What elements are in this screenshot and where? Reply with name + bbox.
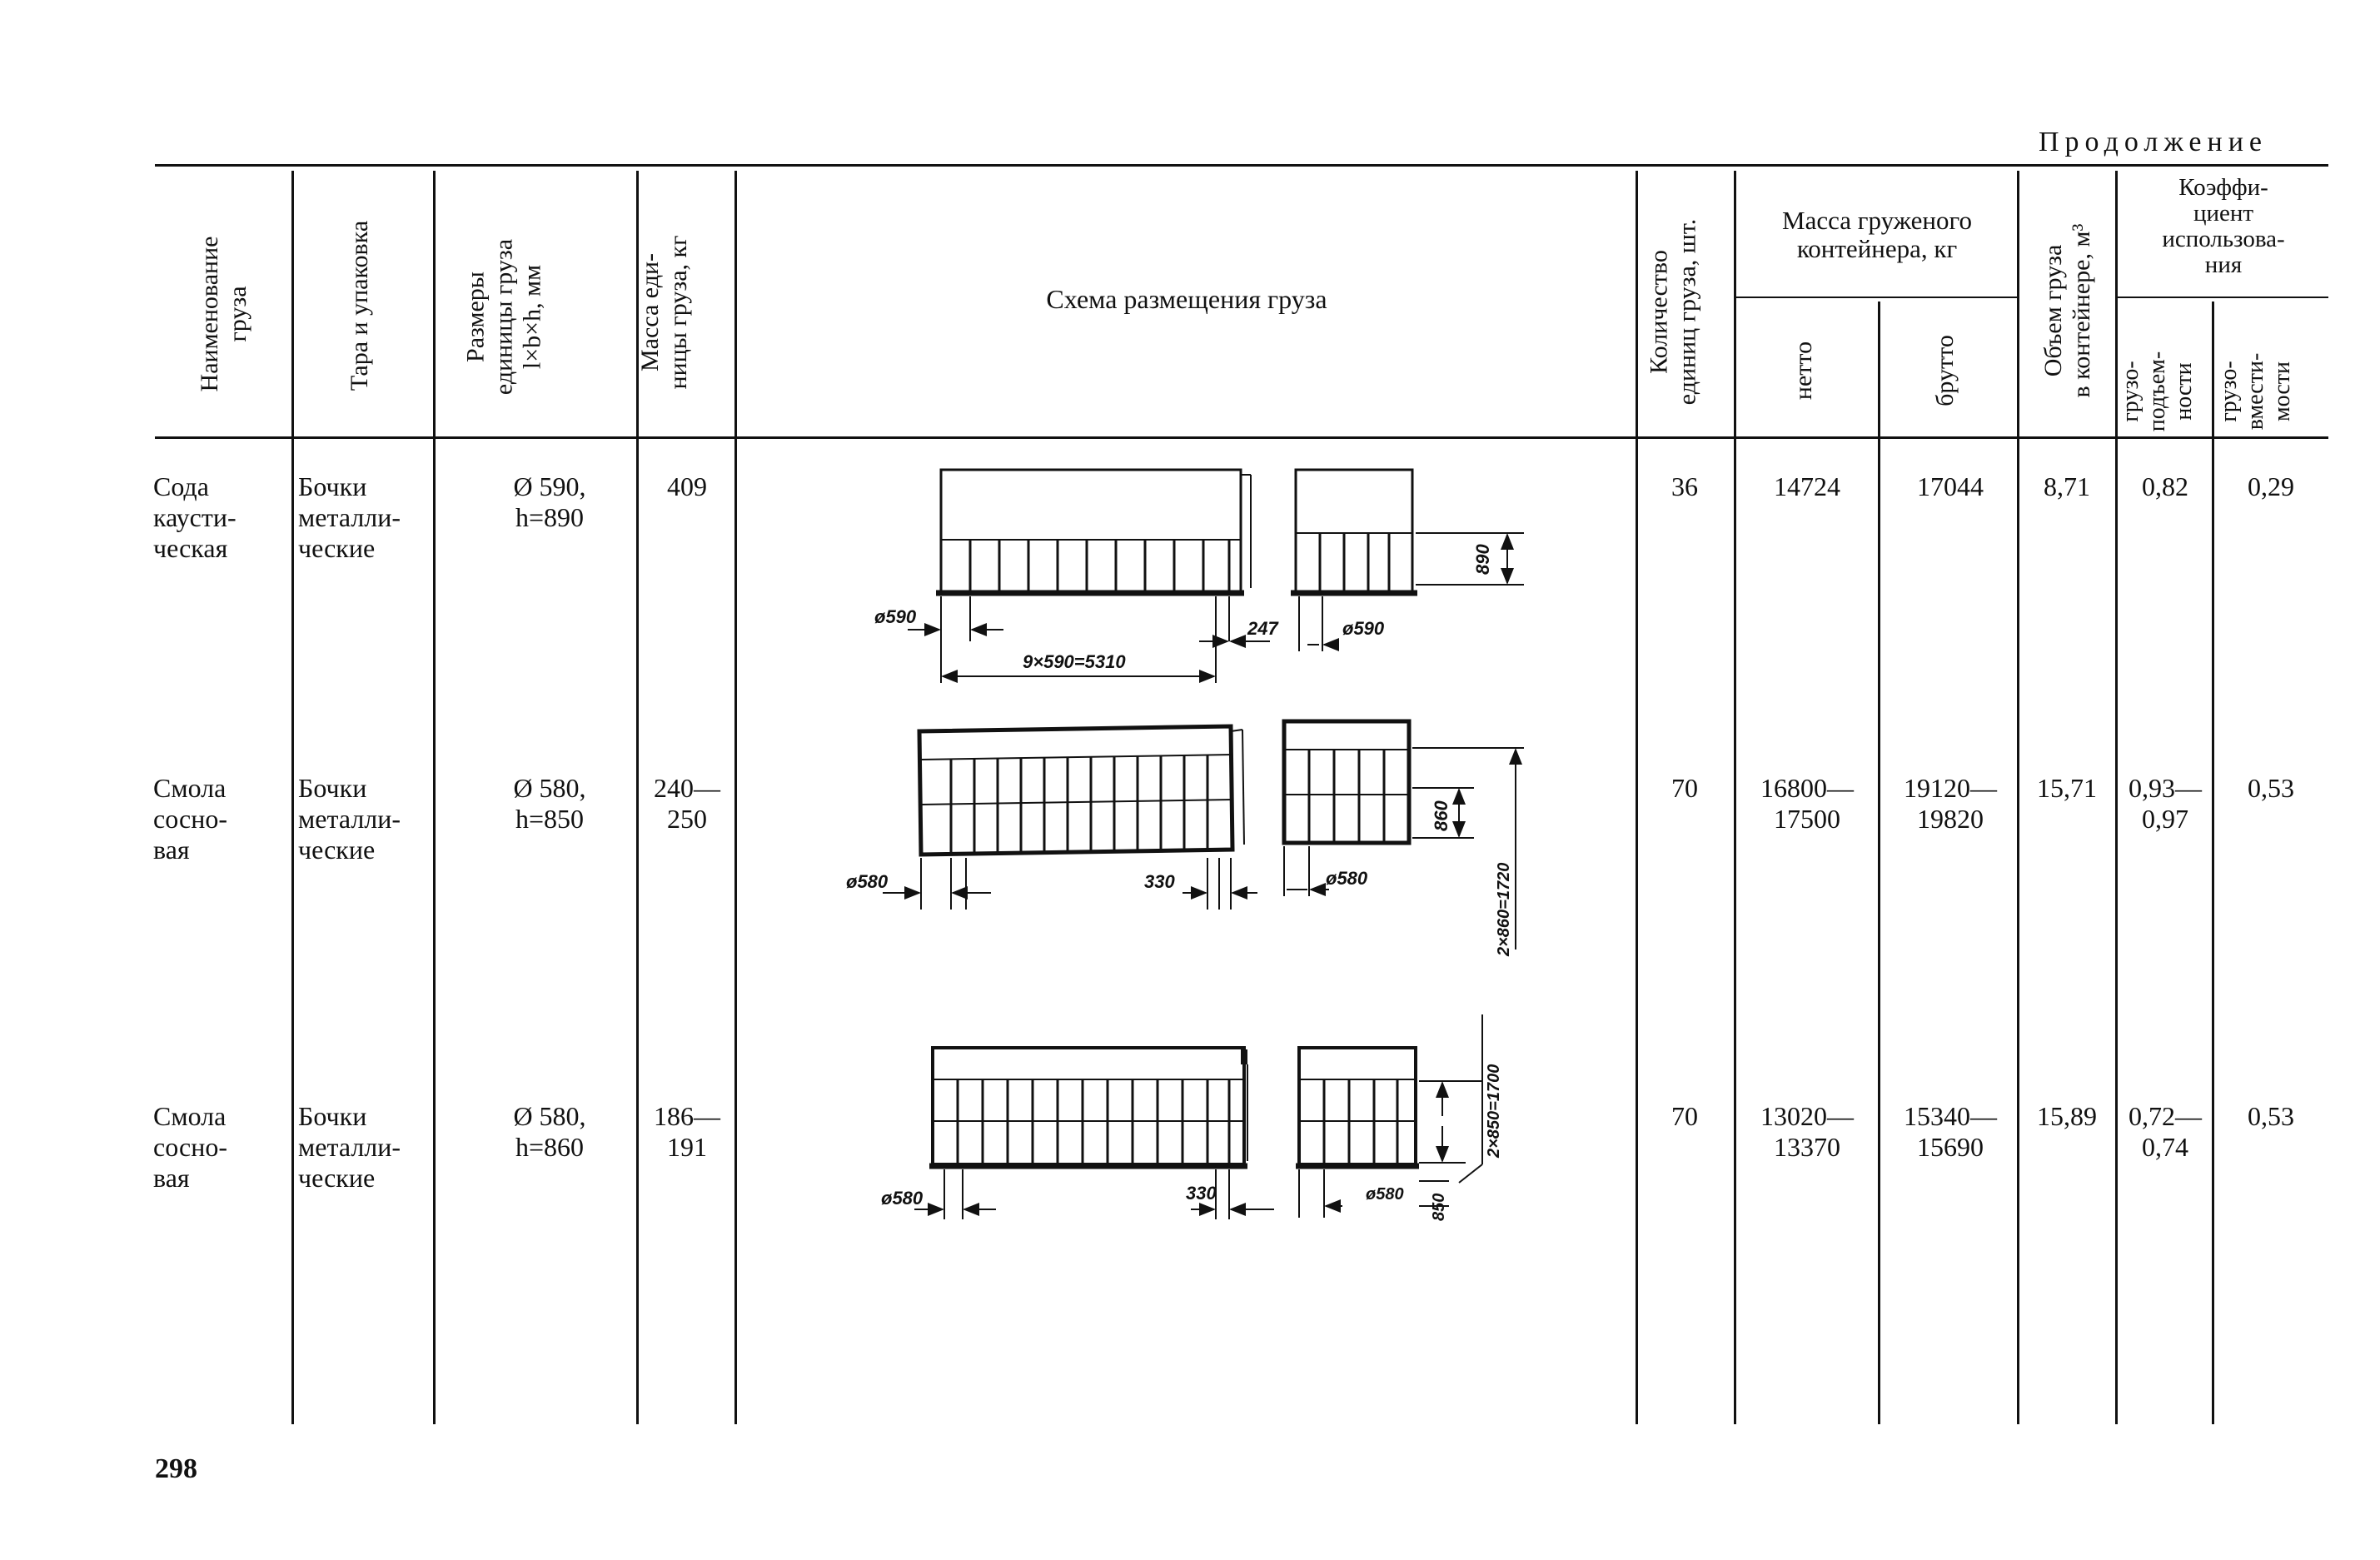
row1-quantity: 36: [1671, 471, 1698, 501]
row3-name: Смола сосно- вая: [153, 1101, 227, 1193]
row2-netto: 16800— 17500: [1760, 773, 1854, 834]
row2-volume: 15,71: [2037, 773, 2097, 803]
scheme3-gap: 330: [1186, 1183, 1217, 1204]
scheme2-d-left: ø580: [846, 871, 889, 892]
row1-capacity: 0,29: [2248, 471, 2294, 501]
row2-name: Смола сосно- вая: [153, 773, 227, 865]
row1-lifting: 0,82: [2142, 471, 2188, 501]
scheme-1: [908, 470, 1524, 683]
scheme1-d-right: ø590: [1342, 618, 1385, 639]
scheme1-side-container: [941, 470, 1241, 591]
scheme2-end-container: [1284, 721, 1409, 843]
header-netto: нетто: [1790, 341, 1817, 401]
header-dims: Размеры единицы груза l×b×h, мм: [461, 238, 546, 396]
row1-packing: Бочки металли- ческие: [298, 471, 401, 563]
row1-volume: 8,71: [2044, 471, 2090, 501]
row1-name: Сода каусти- ческая: [153, 471, 237, 563]
scheme2-height: 860: [1431, 800, 1451, 831]
scheme1-side-barrels: [970, 540, 1229, 591]
scheme2-total: 2×860=1720: [1495, 862, 1513, 956]
row3-quantity: 70: [1671, 1101, 1698, 1131]
scheme3-height: 850: [1430, 1193, 1448, 1221]
header-quantity: Количество единиц груза, шт.: [1645, 218, 1701, 406]
row2-dims: Ø 580, h=850: [513, 773, 586, 834]
row3-dims: Ø 580, h=860: [513, 1101, 586, 1162]
row2-capacity: 0,53: [2248, 773, 2294, 803]
header-scheme: Схема размещения груза: [1046, 284, 1327, 314]
row2-quantity: 70: [1671, 773, 1698, 803]
row3-capacity: 0,53: [2248, 1101, 2294, 1131]
header-name: Наименование груза: [196, 236, 251, 392]
scheme3-d-left: ø580: [881, 1188, 924, 1209]
row3-unit-mass: 186— 191: [654, 1101, 720, 1162]
scheme2-side-container: [919, 726, 1232, 855]
scheme2-end-barrels: [1309, 750, 1384, 843]
row2-packing: Бочки металли- ческие: [298, 773, 401, 865]
header-coeff: Коэффи- циент использова- ния: [2162, 174, 2285, 278]
row1-unit-mass: 409: [667, 471, 707, 501]
scheme1-height: 890: [1472, 544, 1493, 575]
scheme1-length: 9×590=5310: [1023, 651, 1126, 672]
scheme1-end-barrels: [1320, 533, 1389, 591]
header-lifting: грузо- подъем- ности: [2118, 351, 2197, 432]
row1-netto: 14724: [1774, 471, 1840, 501]
row2-lifting: 0,93— 0,97: [2129, 773, 2202, 834]
header-container-mass: Масса груженого контейнера, кг: [1782, 206, 1972, 263]
row3-volume: 15,89: [2037, 1101, 2097, 1131]
row3-packing: Бочки металли- ческие: [298, 1101, 401, 1193]
scheme1-d-left: ø590: [874, 606, 917, 627]
row3-brutto: 15340— 15690: [1904, 1101, 1997, 1162]
scheme2-gap: 330: [1144, 871, 1175, 892]
continuation-label: Продолжение: [2039, 127, 2268, 157]
row3-netto: 13020— 13370: [1760, 1101, 1854, 1162]
scheme3-total: 2×850=1700: [1485, 1064, 1503, 1158]
header-unit-mass: Масса еди- ницы груза, кг: [636, 235, 692, 390]
header-volume: Объем груза в контейнере, м³: [2039, 223, 2095, 398]
scheme3-d-right: ø580: [1366, 1185, 1404, 1204]
header-packing: Тара и упаковка: [346, 220, 373, 391]
row1-dims: Ø 590, h=890: [513, 471, 586, 532]
scheme1-end-container: [1296, 470, 1412, 591]
row1-brutto: 17044: [1917, 471, 1984, 501]
row2-brutto: 19120— 19820: [1904, 773, 1997, 834]
scheme2-d-right: ø580: [1326, 868, 1368, 889]
scheme-2: [883, 721, 1524, 949]
header-capacity: грузо- вмести- мости: [2216, 352, 2295, 431]
row2-unit-mass: 240— 250: [654, 773, 720, 834]
row3-lifting: 0,72— 0,74: [2129, 1101, 2202, 1162]
header-brutto: брутто: [1931, 335, 1959, 406]
scheme3-side-container: [933, 1048, 1244, 1164]
scheme1-gap: 247: [1247, 618, 1278, 639]
page-number: 298: [155, 1453, 197, 1484]
